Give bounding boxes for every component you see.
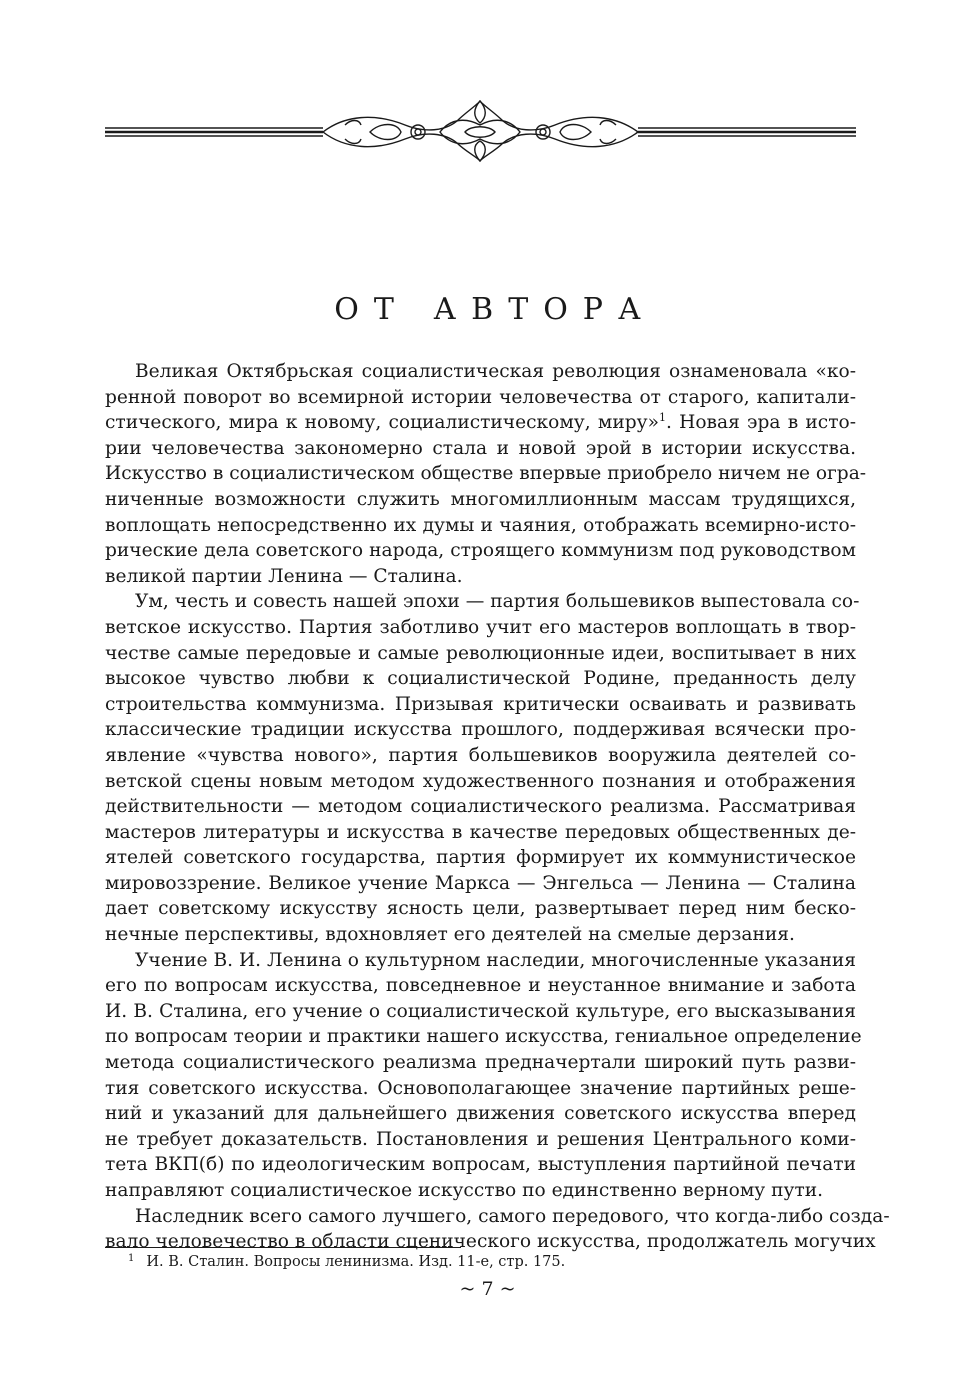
text-line: ний и указаний для дальнейшего движения советского искусства вперед bbox=[105, 1103, 856, 1125]
text-line-fragment: стического, мира к новому, социалистическому, миру» bbox=[105, 412, 659, 434]
footnote bbox=[128, 1253, 565, 1270]
footnote-text: И. В. Сталин. Вопросы ленинизма. Изд. 11-е, стр. 175. bbox=[146, 1254, 566, 1270]
text-line: вало человечество в области сценического искусства, продолжатель могучих bbox=[105, 1231, 876, 1253]
text-line: рические дела советского народа, строящего коммунизм под руководством bbox=[105, 540, 856, 562]
footnote-number: 1 bbox=[128, 1253, 135, 1264]
text-line: нечные перспективы, вдохновляет его деятелей на смелые дерзания. bbox=[105, 924, 795, 946]
paragraph bbox=[105, 948, 862, 1204]
text-line: И. В. Сталина, его учение о социалистической культуре, его высказывания bbox=[105, 1000, 856, 1022]
text-line: ветское искусство. Партия заботливо учит его мастеров воплощать в твор- bbox=[105, 616, 856, 638]
text-line: тета ВКП(б) по идеологическим вопросам, выступления партийной печати bbox=[105, 1154, 856, 1176]
text-line: ятелей советского государства, партия формирует их коммунистическое bbox=[105, 847, 856, 869]
text-line: классические традиции искусства прошлого, поддерживая всячески про- bbox=[105, 719, 856, 741]
text-line-fragment: . Новая эра в исто- bbox=[665, 412, 856, 434]
chapter-title: ОТ АВТОРА bbox=[334, 292, 656, 327]
text-line: дает советскому искусству ясность цели, развертывает перед ним беско- bbox=[105, 898, 856, 920]
text-line: Учение В. И. Ленина о культурном наследии, многочисленные указания bbox=[135, 949, 856, 971]
text-line: честве самые передовые и самые революционные идеи, воспитывает в них bbox=[105, 642, 856, 664]
text-line: Ум, честь и совесть нашей эпохи — партия большевиков выпестовала со- bbox=[135, 591, 860, 613]
text-line: строительства коммунизма. Призывая критически осваивать и развивать bbox=[105, 693, 856, 715]
text-line: ветской сцены новым методом художественного познания и отображения bbox=[105, 770, 856, 792]
text-line: воплощать непосредственно их думы и чаяния, отображать всемирно-исто- bbox=[105, 514, 856, 536]
text-line: рии человечества закономерно стала и новой эрой в истории искусства. bbox=[105, 437, 856, 459]
footnote-reference: 1 bbox=[658, 411, 666, 425]
text-line: метода социалистического реализма предначертали широкий путь разви- bbox=[105, 1052, 856, 1074]
decorative-ornament-divider bbox=[105, 95, 856, 165]
text-line: Великая Октябрьская социалистическая революция ознаменовала «ко- bbox=[135, 361, 856, 382]
text-line: явление «чувства нового», партия большевиков вооружила деятелей со- bbox=[105, 744, 856, 766]
text-line: действительности — методом социалистического реализма. Рассматривая bbox=[105, 796, 856, 818]
text-line: высокое чувство любви к социалистической Родине, преданность делу bbox=[105, 668, 856, 690]
paragraph bbox=[105, 589, 860, 947]
text-line bbox=[105, 410, 856, 436]
text-line: мастеров литературы и искусства в качестве передовых общественных де- bbox=[105, 821, 856, 843]
text-line: Наследник всего самого лучшего, самого передового, что когда-либо созда- bbox=[135, 1205, 890, 1227]
text-line: не требует доказательств. Постановления и решения Центрального коми- bbox=[105, 1128, 856, 1150]
body-text bbox=[105, 359, 890, 1255]
text-line: по вопросам теории и практики нашего искусства, гениальное определение bbox=[105, 1026, 862, 1048]
text-line: мировоззрение. Великое учение Маркса — Энгельса — Ленина — Сталина bbox=[105, 872, 856, 894]
text-line: направляют социалистическое искусство по единственно верному пути. bbox=[105, 1180, 824, 1201]
text-line: тия советского искусства. Основополагающее значение партийных реше- bbox=[105, 1077, 856, 1099]
page-number: ~ 7 ~ bbox=[459, 1278, 516, 1300]
text-line: Искусство в социалистическом обществе впервые приобрело ничем не огра- bbox=[105, 463, 867, 485]
text-line: его по вопросам искусства, повседневное и неустанное внимание и забота bbox=[105, 975, 856, 997]
paragraph bbox=[105, 359, 867, 589]
text-line: ренной поворот во всемирной истории человечества от старого, капитали- bbox=[105, 386, 856, 408]
text-line: ниченные возможности служить многомиллионным массам трудящихся, bbox=[105, 488, 856, 510]
text-line: великой партии Ленина — Сталина. bbox=[105, 565, 463, 587]
footnote-separator bbox=[105, 1247, 461, 1248]
